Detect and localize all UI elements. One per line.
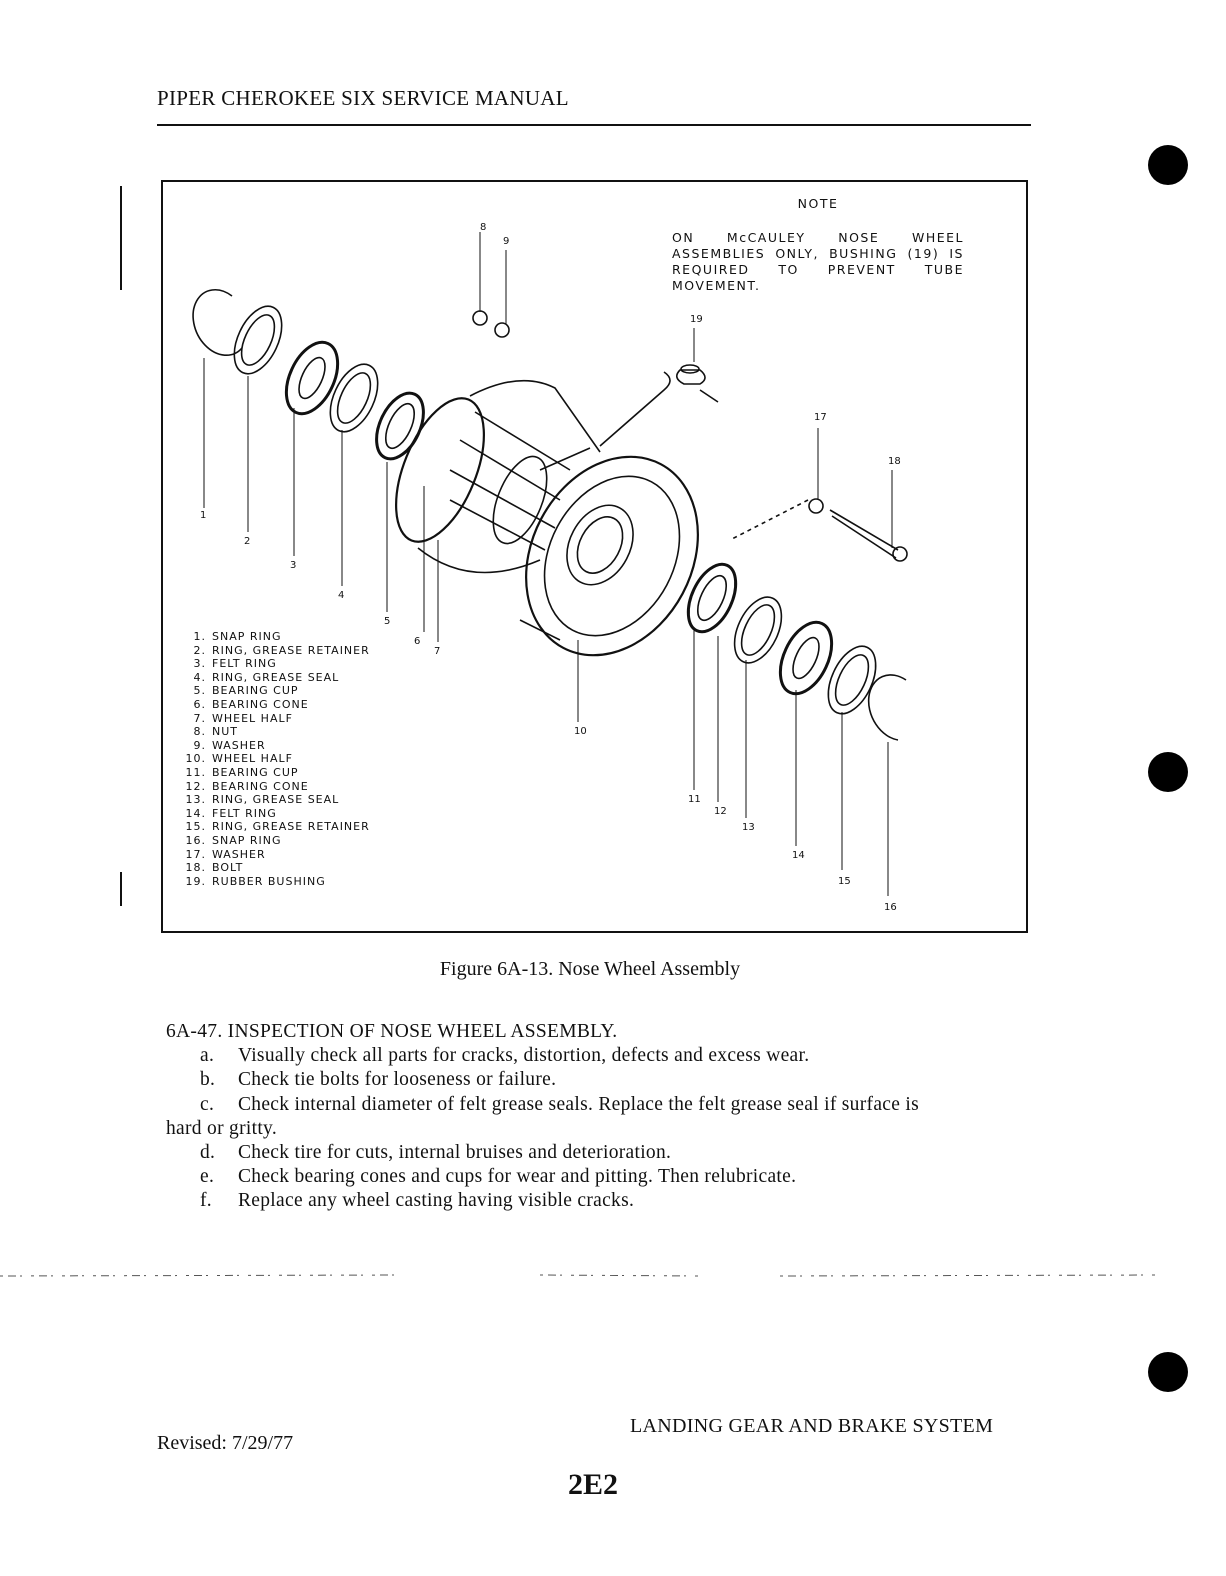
header-rule <box>157 124 1031 126</box>
callout-1: 1 <box>200 510 207 521</box>
callout-18: 18 <box>888 456 901 467</box>
chapter-title: LANDING GEAR AND BRAKE SYSTEM <box>630 1415 994 1437</box>
page-header-title: PIPER CHEROKEE SIX SERVICE MANUAL <box>157 86 569 110</box>
section-title: 6A-47. INSPECTION OF NOSE WHEEL ASSEMBLY. <box>166 1021 618 1042</box>
parts-list-item: 4. RING, GREASE SEAL <box>193 670 340 684</box>
bearing-cup-right-drawing <box>679 557 746 639</box>
parts-list-item: 16. SNAP RING <box>185 833 282 847</box>
list-item: e. Check bearing cones and cups for wear and pitting. Then relubricate. <box>200 1166 797 1188</box>
parts-list-item: 19. RUBBER BUSHING <box>185 874 326 888</box>
callout-17: 17 <box>814 412 827 423</box>
list-item: f. Replace any wheel casting having visible cracks. <box>200 1190 635 1212</box>
binder-hole-top <box>1148 145 1188 185</box>
parts-list-item: 7. WHEEL HALF <box>193 711 293 725</box>
parts-list-item: 17. WASHER <box>185 847 266 861</box>
binder-hole-middle <box>1148 752 1188 792</box>
figure-caption: Figure 6A-13. Nose Wheel Assembly <box>439 958 741 980</box>
inspection-section <box>166 1020 1036 1214</box>
callout-12: 12 <box>714 806 727 817</box>
parts-list-item: 11. BEARING CUP <box>185 765 299 779</box>
callout-9: 9 <box>503 236 510 247</box>
list-item: c. Check internal diameter of felt grease seals. Replace the felt grease seal if surface is <box>200 1093 919 1115</box>
list-item-continuation: hard or gritty. <box>166 1117 277 1139</box>
list-item: a. Visually check all parts for cracks, distortion, defects and excess wear. <box>200 1045 810 1067</box>
page-code: 2E2 <box>567 1468 618 1501</box>
callout-14: 14 <box>792 850 805 861</box>
callout-3: 3 <box>290 560 297 571</box>
list-item: b. Check tie bolts for looseness or failure. <box>200 1069 557 1091</box>
note-text: ON McCAULEY NOSE WHEEL ASSEMBLIES ONLY, BUSHING (19) IS REQUIRED TO PREVENT TUBE MOVEMENT. <box>672 230 964 293</box>
callout-6: 6 <box>414 636 421 647</box>
parts-list-item: 9. WASHER <box>193 738 266 752</box>
callout-10: 10 <box>574 726 587 737</box>
parts-list-item: 3. FELT RING <box>193 657 277 671</box>
callout-2: 2 <box>244 536 251 547</box>
parts-list-item: 8. NUT <box>193 725 238 739</box>
list-item: d. Check tire for cuts, internal bruises and deterioration. <box>200 1142 672 1164</box>
scan-noise-line <box>0 1270 1226 1282</box>
figure-note <box>672 196 964 294</box>
callout-19: 19 <box>690 314 703 325</box>
revised-date: Revised: 7/29/77 <box>157 1432 294 1454</box>
parts-list-item: 18. BOLT <box>185 861 244 875</box>
grease-retainer-left-drawing <box>225 299 292 381</box>
nut-drawing <box>473 311 487 325</box>
parts-list-item: 14. FELT RING <box>185 806 277 820</box>
note-title: NOTE <box>797 196 839 211</box>
bolt-drawing <box>830 510 898 558</box>
parts-list-item: 1. SNAP RING <box>193 630 282 643</box>
parts-list-item: 6. BEARING CONE <box>193 697 309 711</box>
callout-8: 8 <box>480 222 487 233</box>
rubber-bushing-drawing <box>677 370 705 384</box>
callout-7: 7 <box>434 646 441 657</box>
parts-list-item: 15. RING, GREASE RETAINER <box>185 820 370 834</box>
wheel-half-right-drawing <box>493 427 732 686</box>
callout-15: 15 <box>838 876 851 887</box>
parts-list-item: 13. RING, GREASE SEAL <box>185 793 340 807</box>
parts-list <box>170 630 370 888</box>
binder-hole-bottom <box>1148 1352 1188 1392</box>
washer-17-drawing <box>809 499 823 513</box>
parts-list-item: 12. BEARING CONE <box>185 779 309 793</box>
revision-bar-top <box>120 186 122 290</box>
callout-5: 5 <box>384 616 391 627</box>
callout-11: 11 <box>688 794 701 805</box>
callout-16: 16 <box>884 902 897 913</box>
revision-bar-bottom <box>120 872 122 906</box>
parts-list-item: 10. WHEEL HALF <box>185 752 293 766</box>
grease-retainer-right-drawing <box>819 639 886 721</box>
parts-list-item: 2. RING, GREASE RETAINER <box>193 643 370 657</box>
snap-ring-right-drawing <box>869 675 906 740</box>
callout-4: 4 <box>338 590 345 601</box>
callout-13: 13 <box>742 822 755 833</box>
parts-list-item: 5. BEARING CUP <box>193 684 299 698</box>
washer-9-drawing <box>495 323 509 337</box>
